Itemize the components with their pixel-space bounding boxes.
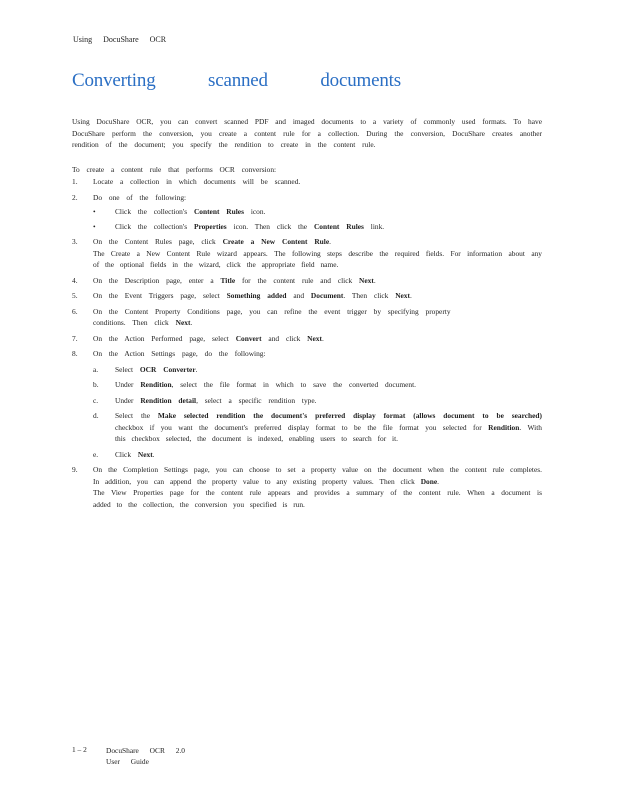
procedure-lead: To create a content rule that performs OCR conversion: [72,164,277,174]
page-number: 1 – 2 [72,745,87,754]
step-1 [72,176,542,188]
step-number: 9. [72,465,78,474]
step-text: Do one of the following: [93,192,187,202]
step-number: 5. [72,291,78,300]
step-4: 4. On the Description page, enter a Title for the content rule and click Next. [72,275,376,285]
procedure-steps [72,176,542,510]
step-8 [72,348,542,460]
page-body [72,116,542,510]
step-text: On the Action Settings page, do the following: [93,349,266,358]
step-6: 6. On the Content Property Conditions page, you can refine the event trigger by specifying property conditions. Then click Next. [72,306,451,327]
step-9: 9. On the Completion Settings page, you can choose to set a property value on the document when the content rule completes. In addition, you can append the property value to any existing property values. Then click Done. The View Properties page for the content rule appears and provides a summary of the content rule. When a document is added to the collection, the conversion you specified is run. [72,465,542,509]
intro-paragraph: Using DocuShare OCR, you can convert scanned PDF and imaged documents to a variety of commonly used formats. To have DocuShare perform the conversion, you create a content rule for a collection. During the conversion, DocuShare creates another rendition of the document; you specify the rendition to create in the content rule. [72,117,542,149]
step-9-note: The View Properties page for the content rule appears and provides a summary of the content rule. When a document is added to the collection, the conversion you specified is run. [93,488,542,509]
step-8-sub-e: e. Click Next. [93,449,155,459]
step-number: 8. [72,349,78,358]
footer-product-title: DocuShare OCR 2.0 User Guide [106,746,185,766]
step-2-bullet-2: • Click the collection's Properties icon. Then click the Content Rules link. [93,221,385,231]
step-2 [72,192,542,233]
step-number: 2. [72,192,78,202]
step-3: 3. On the Content Rules page, click Create a New Content Rule. The Create a New Content Rule wizard appears. The following steps describe the required fields. For information about any of the optional fields in the wizard, click the appropriate field name. [72,237,542,269]
step-5: 5. On the Event Triggers page, select Something added and Document. Then click Next. [72,291,412,300]
step-8-sub-b: b. Under Rendition, select the file format in which to save the converted document. [93,380,416,389]
running-header: Using DocuShare OCR [73,35,167,44]
step-number: 7. [72,333,78,343]
step-8-sub-a: a. Select OCR Converter. [93,364,198,374]
step-number: 3. [72,237,78,246]
step-number: 1. [72,177,78,186]
step-8-sub-d: d. Select the Make selected rendition the document's preferred display format (allows document to be searched) checkbox if you want the document's preferred display format to be the file format you selected for Rendition. With this checkbox selected, the document is indexed, enabling users to search for it. [93,411,542,443]
step-text: Locate a collection in which documents will be scanned. [93,177,301,186]
step-number: 6. [72,306,78,316]
bullet-icon: • [93,207,96,216]
page-title: Converting scanned documents [72,70,401,91]
step-2-bullet-1: • Click the collection's Content Rules icon. [93,207,266,216]
step-number: 4. [72,275,78,285]
step-7: 7. On the Action Performed page, select Convert and click Next. [72,333,324,343]
step-3-note: The Create a New Content Rule wizard appears. The following steps describe the required fields. For information about any of the optional fields in the wizard, click the appropriate field name. [93,248,542,269]
step-8-sub-c: c. Under Rendition detail, select a specific rendition type. [93,395,317,405]
bullet-icon: • [93,221,96,231]
